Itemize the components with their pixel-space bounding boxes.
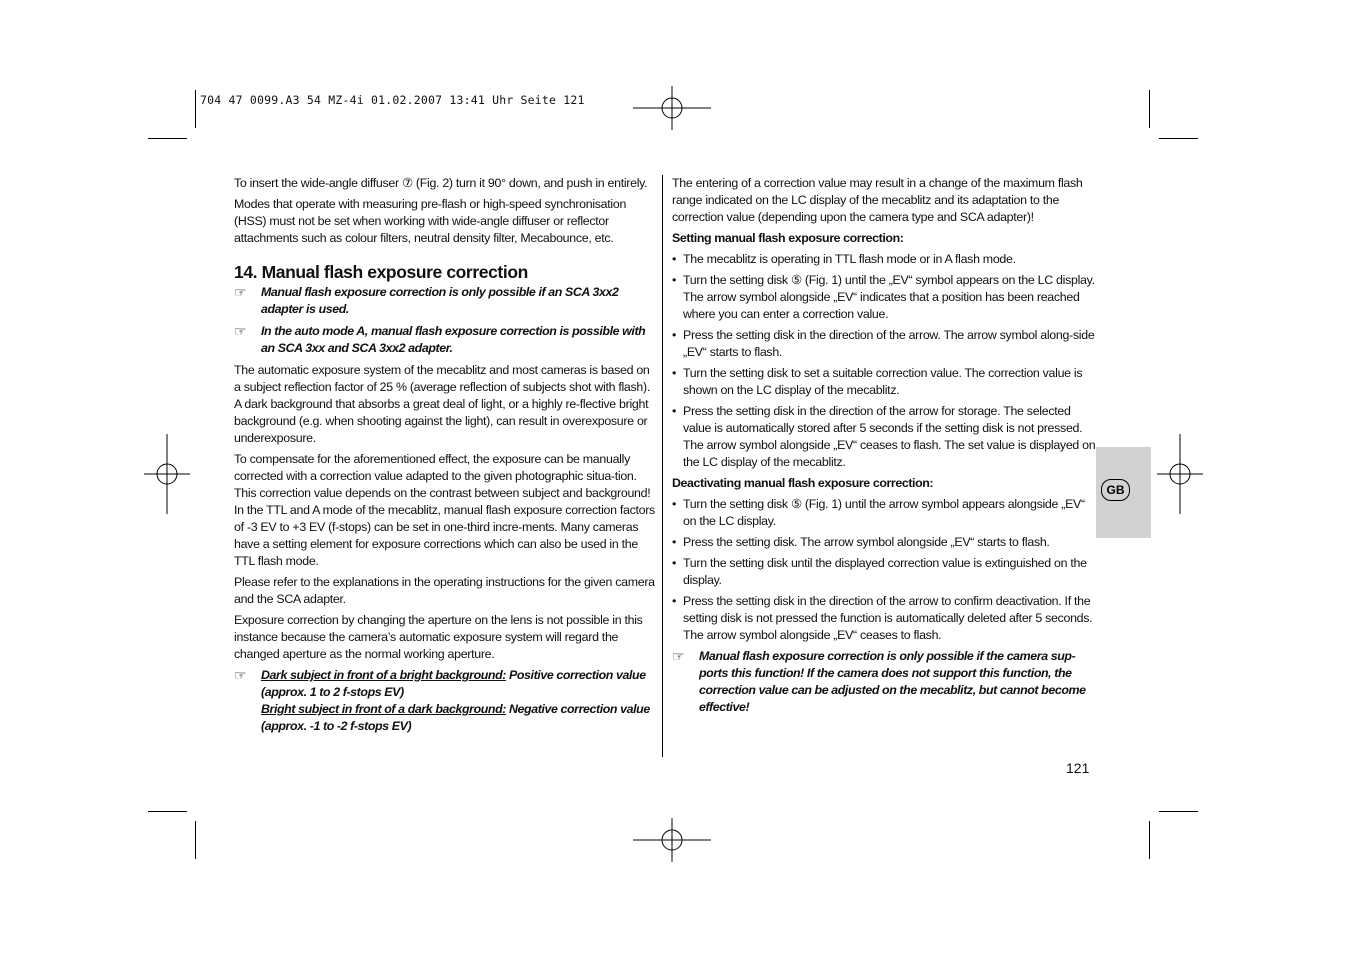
list-item: • Press the setting disk. The arrow symbol alongside „EV“ starts to flash. <box>672 534 1096 551</box>
note-text: Manual flash exposure correction is only possible if an SCA 3xx2 adapter is used. <box>261 285 619 316</box>
crop-mark-top-left-h <box>148 138 187 139</box>
right-column <box>672 175 1096 721</box>
pointing-hand-icon: ☞ <box>234 667 247 683</box>
crop-mark-bottom-left-h <box>148 811 187 812</box>
note <box>672 648 1096 716</box>
list-item: • Press the setting disk in the direction of the arrow to confirm deactivation. If the setting disk is not pressed the function is automatically deleted after 5 seconds. The arrow symbol alongside „EV“ ceases to flash. <box>672 593 1096 644</box>
pointing-hand-icon: ☞ <box>672 648 685 664</box>
pointing-hand-icon: ☞ <box>234 323 247 339</box>
crop-mark-top-left-v <box>195 90 196 128</box>
registration-mark-icon <box>144 434 190 514</box>
body-paragraph: Exposure correction by changing the aperture on the lens is not possible in this instance because the camera’s automatic exposure system will regard the changed aperture as the normal working aperture. <box>234 613 643 661</box>
list-item: • The mecablitz is operating in TTL flash mode or in A flash mode. <box>672 251 1096 268</box>
dark-subject-text: Positive correction value (approx. 1 to 2 f-stops EV) <box>261 668 646 699</box>
intro-paragraph: Modes that operate with measuring pre-flash or high-speed synchronisation (HSS) must not be set when working with wide-angle diffuser or reflector attachments such as colour filters, neutral density filter, Mecabounce, etc. <box>234 197 627 245</box>
section-heading: 14. Manual flash exposure correction <box>234 262 528 282</box>
setting-steps-list <box>672 251 1096 471</box>
note <box>234 323 658 357</box>
pointing-hand-icon: ☞ <box>234 284 247 300</box>
dark-subject-label: Dark subject in front of a bright background: <box>261 668 506 682</box>
note-text <box>261 667 658 735</box>
registration-mark-icon <box>633 815 713 865</box>
crop-mark-bottom-left-v <box>195 821 196 859</box>
bright-subject-text: Negative correction value (approx. -1 to -2 f-stops EV) <box>261 702 650 733</box>
page-number: 121 <box>1066 760 1090 776</box>
body-paragraph: The automatic exposure system of the mecablitz and most cameras is based on a subject reflection factor of 25 % (average reflection of subjects shot with flash). A dark background that absorbs a great deal of light, or a highly re-flective bright background (e.g. when shooting against the light), can result in overexposure or underexposure. <box>234 363 650 445</box>
crop-mark-bottom-right-v <box>1149 821 1150 859</box>
list-item: • Turn the setting disk ⑤ (Fig. 1) until the arrow symbol appears alongside „EV“ on the LC display. <box>672 496 1096 530</box>
body-paragraph: Please refer to the explanations in the operating instructions for the given camera and the SCA adapter. <box>234 575 655 606</box>
registration-mark-icon <box>1157 434 1203 514</box>
list-item: • Press the setting disk in the direction of the arrow for storage. The selected value is automatically stored after 5 seconds if the setting disk is not pressed. The arrow symbol alongside „EV“ ceases to flash. The set value is displayed on the LC display of the mecablitz. <box>672 403 1096 471</box>
language-badge: GB <box>1101 479 1130 501</box>
note <box>234 284 658 318</box>
deactivating-heading: Deactivating manual flash exposure correction: <box>672 476 934 490</box>
setting-heading: Setting manual flash exposure correction: <box>672 231 904 245</box>
left-column <box>234 175 658 740</box>
column-divider <box>662 175 663 757</box>
crop-mark-bottom-right-h <box>1159 811 1198 812</box>
note-text: Manual flash exposure correction is only possible if the camera sup-ports this function! If the camera does not support this function, the correction value can be adjusted on the mecablitz, but cannot become effective! <box>699 649 1086 714</box>
crop-mark-top-right-v <box>1149 90 1150 128</box>
intro-paragraph: To insert the wide-angle diffuser ⑦ (Fig. 2) turn it 90° down, and push in entirely. <box>234 176 648 190</box>
body-paragraph: To compensate for the aforementioned effect, the exposure can be manually corrected with a correction value adapted to the given photographic situa-tion. This correction value depends on the contrast between subject and background! In the TTL and A mode of the mecablitz, manual flash exposure correction factors of -3 EV to +3 EV (f-stops) can be set in one-third incre-ments. Many cameras have a setting element for exposure corrections which can also be used in the TTL flash mode. <box>234 452 655 568</box>
registration-mark-icon <box>633 83 713 133</box>
deactivating-steps-list <box>672 496 1096 644</box>
list-item: • Press the setting disk in the direction of the arrow. The arrow symbol along-side „EV“ starts to flash. <box>672 327 1096 361</box>
list-item: • Turn the setting disk ⑤ (Fig. 1) until the „EV“ symbol appears on the LC display. The arrow symbol alongside „EV“ indicates that a position has been reached where you can enter a correction value. <box>672 272 1096 323</box>
bright-subject-label: Bright subject in front of a dark background: <box>261 702 506 716</box>
crop-mark-top-right-h <box>1159 138 1198 139</box>
note-text: In the auto mode A, manual flash exposure correction is possible with an SCA 3xx and SCA 3xx2 adapter. <box>261 324 646 355</box>
correction-guidance-note <box>234 667 658 735</box>
list-item: • Turn the setting disk until the displayed correction value is extinguished on the display. <box>672 555 1096 589</box>
print-header: 704 47 0099.A3 54 MZ-4i 01.02.2007 13:41 Uhr Seite 121 <box>200 93 585 107</box>
list-item: • Turn the setting disk to set a suitable correction value. The correction value is shown on the LC display of the mecablitz. <box>672 365 1096 399</box>
intro-paragraph: The entering of a correction value may result in a change of the maximum flash range indicated on the LC display of the mecablitz and its adaptation to the correction value (depending upon the camera type and SCA adapter)! <box>672 176 1083 224</box>
